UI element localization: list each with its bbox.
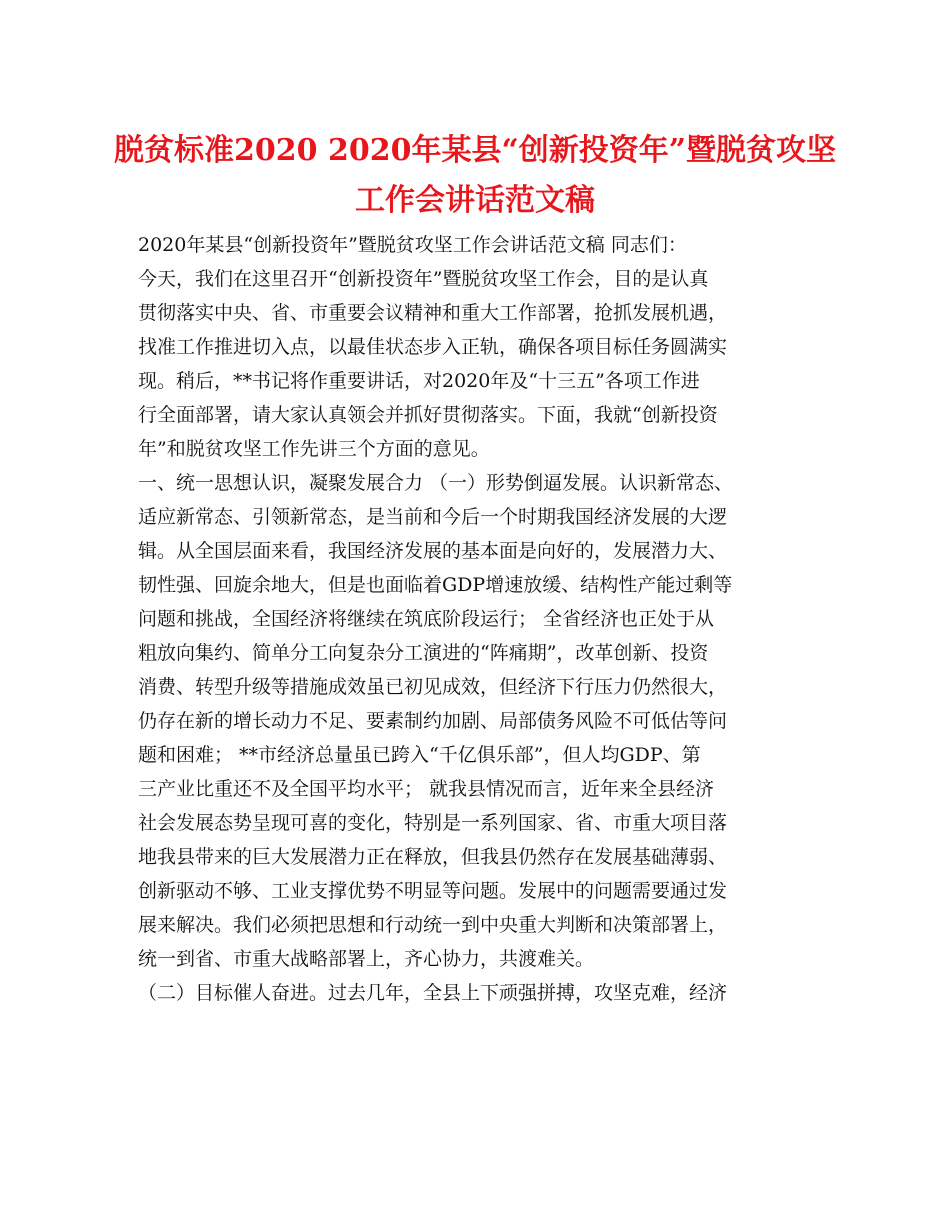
body-line: 一、统一思想认识，凝聚发展合力 （一）形势倒逼发展。认识新常态、: [138, 472, 734, 494]
document-title-line-2: 工作会讲话范文稿: [355, 183, 595, 218]
body-line: 行全面部署，请大家认真领会并抓好贯彻落实。下面，我就“创新投资: [138, 404, 718, 426]
body-line: 2020年某县“创新投资年”暨脱贫攻坚工作会讲话范文稿 同志们：: [138, 234, 687, 256]
body-line: 今天，我们在这里召开“创新投资年”暨脱贫攻坚工作会，目的是认真: [138, 268, 709, 290]
body-line: 创新驱动不够、工业支撑优势不明显等问题。发展中的问题需要通过发: [138, 880, 728, 902]
document-body: [138, 228, 838, 1010]
body-line: 粗放向集约、简单分工向复杂分工演进的“阵痛期”，改革创新、投资: [138, 642, 709, 664]
body-line: 现。稍后，**书记将作重要讲话，对2020年及“十三五”各项工作进: [138, 370, 700, 392]
body-line: 找准工作推进切入点，以最佳状态步入正轨，确保各项目标任务圆满实: [138, 336, 728, 358]
body-line: 消费、转型升级等措施成效虽已初见成效，但经济下行压力仍然很大，: [138, 676, 728, 698]
body-line: 适应新常态、引领新常态，是当前和今后一个时期我国经济发展的大逻: [138, 506, 728, 528]
body-line: 地我县带来的巨大发展潜力正在释放，但我县仍然存在发展基础薄弱、: [138, 846, 728, 868]
body-line: 题和困难； **市经济总量虽已跨入“千亿俱乐部”，但人均GDP、第: [138, 744, 701, 766]
body-line: 社会发展态势呈现可喜的变化，特别是一系列国家、省、市重大项目落: [138, 812, 728, 834]
body-line: 展来解决。我们必须把思想和行动统一到中央重大判断和决策部署上，: [138, 914, 728, 936]
body-line: 辑。从全国层面来看，我国经济发展的基本面是向好的，发展潜力大、: [138, 540, 728, 562]
document-title-line-1: 脱贫标准2020 2020年某县“创新投资年”暨脱贫攻坚: [114, 133, 836, 168]
body-line: 三产业比重还不及全国平均水平； 就我县情况而言，近年来全县经济: [138, 778, 715, 800]
body-line: 贯彻落实中央、省、市重要会议精神和重大工作部署，抢抓发展机遇，: [138, 302, 728, 324]
body-line: （二）目标催人奋进。过去几年，全县上下顽强拼搏，攻坚克难，经济: [138, 982, 728, 1004]
body-line: 问题和挑战，全国经济将继续在筑底阶段运行； 全省经济也正处于从: [138, 608, 715, 630]
body-line: 仍存在新的增长动力不足、要素制约加剧、局部债务风险不可低估等问: [138, 710, 728, 732]
body-line: 年”和脱贫攻坚工作先讲三个方面的意见。: [138, 438, 490, 460]
body-line: 韧性强、回旋余地大，但是也面临着GDP增速放缓、结构性产能过剩等: [138, 574, 733, 596]
body-line: 统一到省、市重大战略部署上，齐心协力，共渡难关。: [138, 948, 595, 970]
